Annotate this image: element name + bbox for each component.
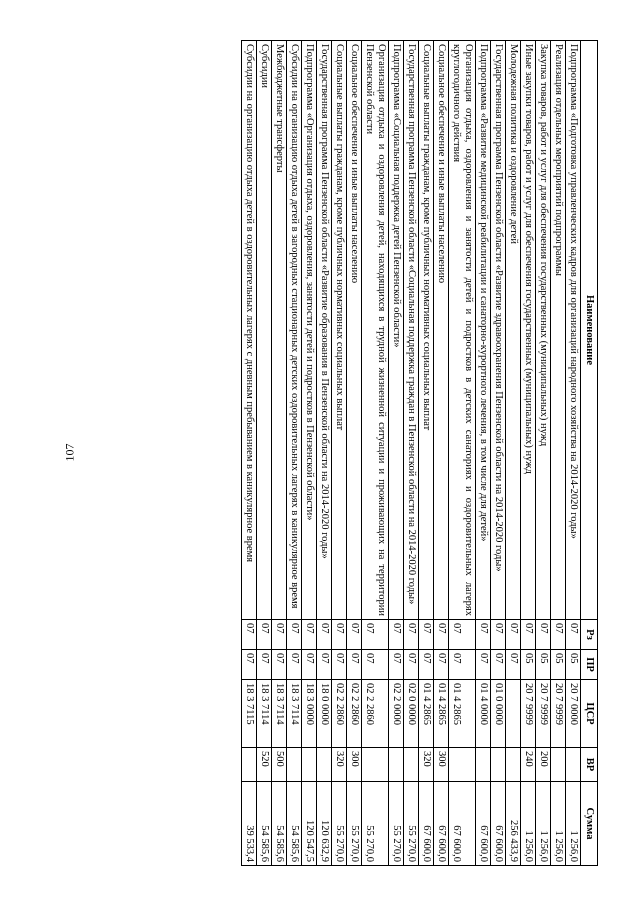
- col-header-name: Наименование: [581, 41, 598, 620]
- cell-csr: 20 7 9999: [536, 680, 551, 748]
- col-header-pr: ПР: [581, 650, 598, 680]
- col-header-sum: Сумма: [581, 782, 598, 866]
- cell-name: Молодежная политика и оздоровление детей: [506, 41, 521, 620]
- cell-csr: 20 7 0000: [566, 680, 581, 748]
- cell-name: Субсидии на организацию отдыха детей в загородных стационарных детских оздоровительных лагерях в каникулярное время: [287, 41, 302, 620]
- cell-csr: 18 3 0000: [302, 680, 317, 748]
- cell-name: Субсидии: [257, 41, 272, 620]
- cell-vr: 300: [347, 748, 362, 782]
- table-body: [242, 41, 581, 866]
- cell-pr: 07: [389, 650, 404, 680]
- table-row: [332, 41, 347, 866]
- cell-sum: 67 600,0: [491, 782, 506, 866]
- cell-csr: 01 4 2865: [449, 680, 476, 748]
- cell-csr: 20 7 9999: [551, 680, 566, 748]
- cell-sum: 55 270,0: [332, 782, 347, 866]
- table-row: [272, 41, 287, 866]
- cell-csr: 18 3 7114: [287, 680, 302, 748]
- table-row: [506, 41, 521, 866]
- cell-rz: 07: [317, 620, 332, 650]
- cell-vr: [362, 748, 389, 782]
- budget-table: [241, 40, 598, 866]
- table-row: [404, 41, 419, 866]
- cell-sum: 55 270,0: [389, 782, 404, 866]
- cell-name: Социальные выплаты гражданам, кроме публичных нормативных социальных выплат: [332, 41, 347, 620]
- cell-sum: 1 256,0: [566, 782, 581, 866]
- col-header-csr: ЦСР: [581, 680, 598, 748]
- table-row: [566, 41, 581, 866]
- cell-pr: 07: [302, 650, 317, 680]
- cell-csr: [506, 680, 521, 748]
- cell-csr: 18 3 7114: [257, 680, 272, 748]
- col-header-rz: Рз: [581, 620, 598, 650]
- cell-rz: 07: [419, 620, 434, 650]
- cell-pr: 07: [332, 650, 347, 680]
- cell-rz: 07: [491, 620, 506, 650]
- cell-csr: 18 3 7114: [272, 680, 287, 748]
- cell-pr: 05: [566, 650, 581, 680]
- table-row: [302, 41, 317, 866]
- cell-rz: 07: [404, 620, 419, 650]
- cell-sum: 54 585,6: [272, 782, 287, 866]
- cell-sum: 67 600,0: [434, 782, 449, 866]
- cell-csr: 02 2 2860: [362, 680, 389, 748]
- cell-name: Подпрограмма «Подготовка управленческих кадров для организаций народного хозяйства на 2014-2020 годы»: [566, 41, 581, 620]
- cell-pr: 07: [491, 650, 506, 680]
- cell-vr: 320: [332, 748, 347, 782]
- cell-rz: 07: [257, 620, 272, 650]
- cell-sum: 256 433,9: [506, 782, 521, 866]
- cell-csr: 01 4 2865: [434, 680, 449, 748]
- cell-csr: 02 0 0000: [404, 680, 419, 748]
- cell-vr: [449, 748, 476, 782]
- cell-pr: 07: [362, 650, 389, 680]
- cell-pr: 07: [317, 650, 332, 680]
- cell-rz: 07: [536, 620, 551, 650]
- cell-rz: 07: [551, 620, 566, 650]
- cell-vr: [317, 748, 332, 782]
- cell-csr: 02 2 2860: [332, 680, 347, 748]
- cell-pr: 07: [506, 650, 521, 680]
- cell-sum: 120 547,5: [302, 782, 317, 866]
- cell-vr: [506, 748, 521, 782]
- cell-sum: 1 256,0: [551, 782, 566, 866]
- cell-pr: 07: [272, 650, 287, 680]
- cell-vr: [491, 748, 506, 782]
- cell-sum: 120 632,9: [317, 782, 332, 866]
- table-header-row: [581, 41, 598, 866]
- table-row: [242, 41, 257, 866]
- cell-pr: 05: [521, 650, 536, 680]
- cell-csr: 02 2 0000: [389, 680, 404, 748]
- table-row: [257, 41, 272, 866]
- cell-name: Подпрограмма «Социальная поддержка детей Пензенской области»: [389, 41, 404, 620]
- cell-pr: 05: [536, 650, 551, 680]
- cell-sum: 67 600,0: [476, 782, 491, 866]
- cell-rz: 07: [332, 620, 347, 650]
- cell-pr: 07: [287, 650, 302, 680]
- cell-name: Социальное обеспечение и иные выплаты населению: [347, 41, 362, 620]
- table-row: [491, 41, 506, 866]
- cell-name: Подпрограмма «Организация отдыха, оздоровления, занятости детей и подростков в Пензенской области»: [302, 41, 317, 620]
- cell-pr: 05: [551, 650, 566, 680]
- cell-sum: 54 585,6: [257, 782, 272, 866]
- table-row: [521, 41, 536, 866]
- col-header-vr: ВР: [581, 748, 598, 782]
- table-row: [551, 41, 566, 866]
- cell-rz: 07: [302, 620, 317, 650]
- cell-name: Реализация отдельных мероприятий подпрограммы: [551, 41, 566, 620]
- cell-sum: 1 256,0: [536, 782, 551, 866]
- cell-vr: [287, 748, 302, 782]
- cell-sum: 55 270,0: [362, 782, 389, 866]
- cell-rz: 07: [389, 620, 404, 650]
- cell-rz: 07: [347, 620, 362, 650]
- cell-vr: 500: [272, 748, 287, 782]
- cell-pr: 07: [449, 650, 476, 680]
- cell-name: Государственная программа Пензенской области «Социальная поддержка граждан в Пензенской области на 2014-2020 годы»: [404, 41, 419, 620]
- cell-sum: 67 600,0: [449, 782, 476, 866]
- cell-csr: 01 4 0000: [476, 680, 491, 748]
- table-row: [389, 41, 404, 866]
- cell-name: Государственная программа Пензенской области «Развитие здравоохранения Пензенской области на 2014-2020 годы»: [491, 41, 506, 620]
- table-row: [362, 41, 389, 866]
- cell-vr: [302, 748, 317, 782]
- cell-vr: [389, 748, 404, 782]
- cell-pr: 07: [476, 650, 491, 680]
- table-row: [317, 41, 332, 866]
- cell-csr: 18 0 0000: [317, 680, 332, 748]
- cell-rz: 07: [566, 620, 581, 650]
- cell-vr: [551, 748, 566, 782]
- table-row: [287, 41, 302, 866]
- cell-name: Социальное обеспечение и иные выплаты населению: [434, 41, 449, 620]
- cell-sum: 54 585,6: [287, 782, 302, 866]
- cell-rz: 07: [242, 620, 257, 650]
- cell-vr: 200: [536, 748, 551, 782]
- table-row: [434, 41, 449, 866]
- cell-sum: 1 256,0: [521, 782, 536, 866]
- cell-name: Закупка товаров, работ и услуг для обеспечения государственных (муниципальных) нужд: [536, 41, 551, 620]
- cell-rz: 07: [506, 620, 521, 650]
- cell-csr: 18 3 7115: [242, 680, 257, 748]
- cell-csr: 20 7 9999: [521, 680, 536, 748]
- table-row: [419, 41, 434, 866]
- cell-name: Субсидии на организацию отдыха детей в оздоровительных лагерях с дневным пребыванием в каникулярное время: [242, 41, 257, 620]
- cell-name: Государственная программа Пензенской области «Развитие образования в Пензенской области на 2014-2020 годы»: [317, 41, 332, 620]
- cell-rz: 07: [287, 620, 302, 650]
- cell-vr: 520: [257, 748, 272, 782]
- cell-name: Организация отдыха и оздоровления детей, находящихся в трудной жизненной ситуации и проживающих на территории Пензенской области: [362, 41, 389, 620]
- cell-csr: 01 0 0000: [491, 680, 506, 748]
- cell-name: Социальные выплаты гражданам, кроме публичных нормативных социальных выплат: [419, 41, 434, 620]
- cell-pr: 07: [242, 650, 257, 680]
- cell-pr: 07: [347, 650, 362, 680]
- table-row: [449, 41, 476, 866]
- cell-name: Иные закупки товаров, работ и услуг для обеспечения государственных (муниципальных) нужд: [521, 41, 536, 620]
- table-row: [347, 41, 362, 866]
- cell-rz: 07: [272, 620, 287, 650]
- cell-pr: 07: [257, 650, 272, 680]
- cell-vr: [404, 748, 419, 782]
- cell-rz: 07: [521, 620, 536, 650]
- table-row: [476, 41, 491, 866]
- cell-sum: 55 270,0: [347, 782, 362, 866]
- rotated-page-content: [88, 40, 598, 865]
- cell-name: Организация отдыха, оздоровления и занятости детей и подростков в детских санаториях и оздоровительных лагерях круглогодичного действия: [449, 41, 476, 620]
- cell-pr: 07: [404, 650, 419, 680]
- cell-rz: 07: [476, 620, 491, 650]
- cell-vr: 320: [419, 748, 434, 782]
- cell-sum: 55 270,0: [404, 782, 419, 866]
- cell-csr: 01 4 2865: [419, 680, 434, 748]
- cell-rz: 07: [434, 620, 449, 650]
- cell-pr: 07: [419, 650, 434, 680]
- cell-name: Подпрограмма «Развитие медицинской реабилитации и санаторно-курортного лечения, в том числе для детей»: [476, 41, 491, 620]
- cell-vr: 240: [521, 748, 536, 782]
- cell-rz: 07: [362, 620, 389, 650]
- cell-name: Межбюджетные трансферты: [272, 41, 287, 620]
- cell-vr: [242, 748, 257, 782]
- cell-vr: [566, 748, 581, 782]
- cell-rz: 07: [449, 620, 476, 650]
- table-row: [536, 41, 551, 866]
- cell-sum: 67 600,0: [419, 782, 434, 866]
- cell-pr: 07: [434, 650, 449, 680]
- cell-vr: [476, 748, 491, 782]
- cell-csr: 02 2 2860: [347, 680, 362, 748]
- page-number: 107: [62, 443, 77, 462]
- cell-sum: 39 533,4: [242, 782, 257, 866]
- cell-vr: 300: [434, 748, 449, 782]
